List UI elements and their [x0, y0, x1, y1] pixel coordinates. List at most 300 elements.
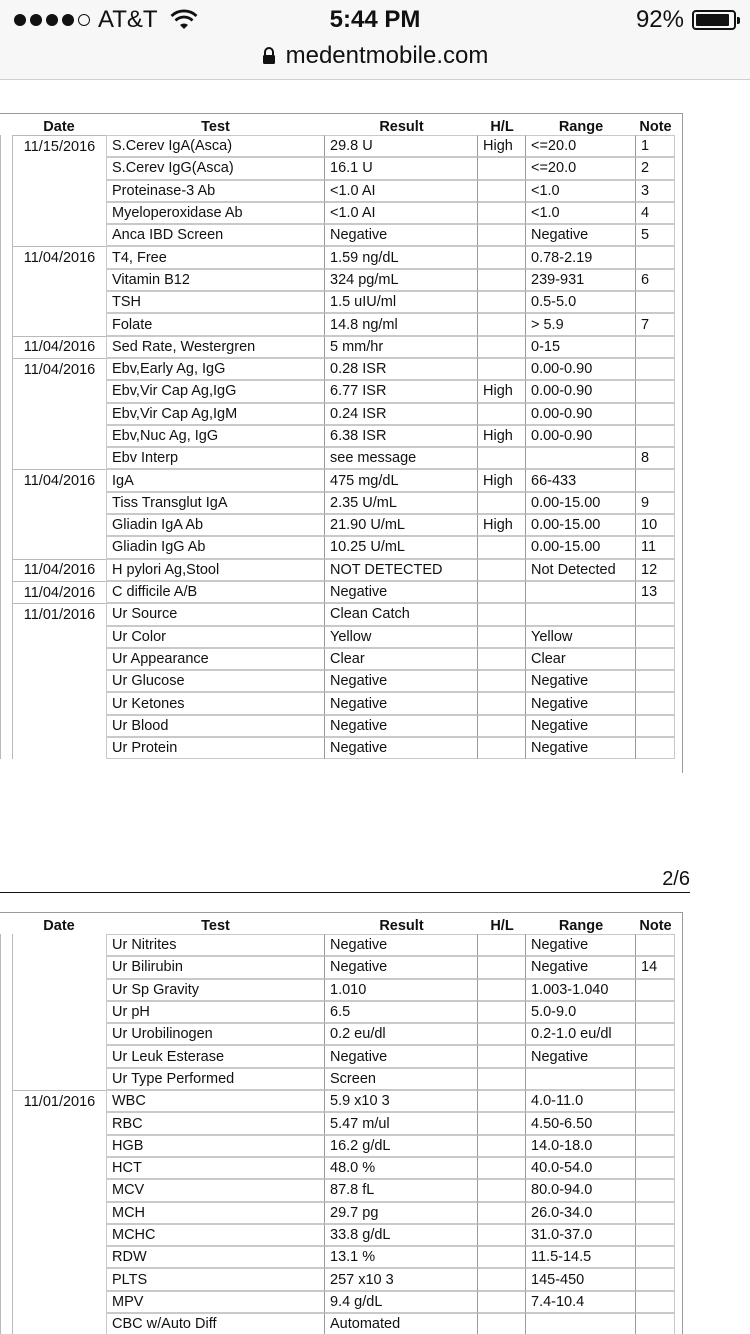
table-row: [0, 469, 675, 491]
row-date: [12, 648, 106, 670]
row-note: [636, 1202, 675, 1224]
row-note: [636, 737, 675, 759]
row-flag: High: [478, 514, 526, 536]
row-flag: [478, 1157, 526, 1179]
table-row: [0, 1224, 675, 1246]
row-result: Yellow: [325, 626, 478, 648]
row-flag: [478, 559, 526, 581]
row-range: <1.0: [526, 202, 636, 224]
row-flag: [478, 180, 526, 202]
table-row: [0, 1202, 675, 1224]
header-note: Note: [639, 119, 672, 135]
table-row: [0, 1068, 675, 1090]
row-range: 14.0-18.0: [526, 1135, 636, 1157]
row-result: see message: [325, 447, 478, 469]
row-flag: [478, 1202, 526, 1224]
row-result: 16.2 g/dL: [325, 1135, 478, 1157]
row-result: 33.8 g/dL: [325, 1224, 478, 1246]
row-note: [636, 648, 675, 670]
table-row: [0, 202, 675, 224]
row-flag: [478, 1090, 526, 1112]
table-row: [0, 1112, 675, 1134]
table-row: [0, 1045, 675, 1067]
table-row: [0, 514, 675, 536]
row-result: 10.25 U/mL: [325, 536, 478, 558]
row-test-name: RBC: [106, 1112, 325, 1134]
row-test-name: MCH: [106, 1202, 325, 1224]
row-date: [12, 447, 106, 469]
row-flag: [478, 157, 526, 179]
row-note: [636, 336, 675, 358]
row-note: [636, 403, 675, 425]
row-flag: [478, 715, 526, 737]
row-range: [526, 1313, 636, 1334]
header-range: Range: [558, 119, 604, 135]
row-range: 0.00-0.90: [526, 425, 636, 447]
row-result: 29.8 U: [325, 135, 478, 157]
row-range: 4.0-11.0: [526, 1090, 636, 1112]
row-note: 1: [636, 135, 675, 157]
row-result: Negative: [325, 581, 478, 603]
row-range: 0.00-15.00: [526, 536, 636, 558]
row-date: 11/15/2016: [12, 135, 106, 157]
row-range: 11.5-14.5: [526, 1246, 636, 1268]
row-flag: [478, 336, 526, 358]
row-range: 7.4-10.4: [526, 1291, 636, 1313]
table-row: [0, 1313, 675, 1334]
row-range: Negative: [526, 715, 636, 737]
row-result: Negative: [325, 934, 478, 956]
row-note: [636, 1135, 675, 1157]
row-flag: [478, 536, 526, 558]
header-date: Date: [43, 119, 75, 135]
row-date: 11/04/2016: [12, 581, 106, 603]
row-range: 0.00-15.00: [526, 514, 636, 536]
row-result: Screen: [325, 1068, 478, 1090]
table-header-row: [0, 918, 675, 934]
row-range: Clear: [526, 648, 636, 670]
row-test-name: Ebv,Early Ag, IgG: [106, 358, 325, 380]
carrier-name: AT&T: [98, 6, 158, 33]
row-test-name: Ur Sp Gravity: [106, 979, 325, 1001]
row-range: Yellow: [526, 626, 636, 648]
row-test-name: Ur Urobilinogen: [106, 1023, 325, 1045]
row-test-name: H pylori Ag,Stool: [106, 559, 325, 581]
row-result: 5.9 x10 3: [325, 1090, 478, 1112]
row-range: 0.2-1.0 eu/dl: [526, 1023, 636, 1045]
row-flag: [478, 1224, 526, 1246]
row-date: [12, 403, 106, 425]
row-date: [12, 1112, 106, 1134]
row-flag: [478, 1023, 526, 1045]
row-date: [12, 202, 106, 224]
row-result: 475 mg/dL: [325, 469, 478, 491]
table-row: [0, 979, 675, 1001]
lab-results-table-2: [0, 918, 675, 1334]
row-note: 14: [636, 956, 675, 978]
row-range: 5.0-9.0: [526, 1001, 636, 1023]
table-row: [0, 536, 675, 558]
row-date: [12, 979, 106, 1001]
table-row: [0, 934, 675, 956]
row-note: 12: [636, 559, 675, 581]
row-range: Negative: [526, 224, 636, 246]
table-row: [0, 291, 675, 313]
table-row: [0, 1001, 675, 1023]
row-result: 0.28 ISR: [325, 358, 478, 380]
row-result: Automated: [325, 1313, 478, 1334]
row-note: 9: [636, 492, 675, 514]
row-result: Clear: [325, 648, 478, 670]
row-range: 80.0-94.0: [526, 1179, 636, 1201]
row-date: 11/01/2016: [12, 1090, 106, 1112]
row-note: [636, 1045, 675, 1067]
row-test-name: IgA: [106, 469, 325, 491]
table-row: [0, 1179, 675, 1201]
row-note: [636, 1001, 675, 1023]
row-range: 26.0-34.0: [526, 1202, 636, 1224]
row-result: 9.4 g/dL: [325, 1291, 478, 1313]
table-row: [0, 447, 675, 469]
row-range: Negative: [526, 737, 636, 759]
row-flag: [478, 202, 526, 224]
row-test-name: C difficile A/B: [106, 581, 325, 603]
row-result: <1.0 AI: [325, 180, 478, 202]
table-row: [0, 737, 675, 759]
row-note: [636, 380, 675, 402]
table-row: [0, 1246, 675, 1268]
table-row: [0, 670, 675, 692]
row-result: 6.5: [325, 1001, 478, 1023]
row-result: Clean Catch: [325, 603, 478, 625]
document-page-2: [0, 912, 683, 1334]
row-note: 4: [636, 202, 675, 224]
row-test-name: MCHC: [106, 1224, 325, 1246]
row-test-name: Ebv,Vir Cap Ag,IgG: [106, 380, 325, 402]
row-flag: High: [478, 135, 526, 157]
row-result: 5.47 m/ul: [325, 1112, 478, 1134]
row-note: [636, 692, 675, 714]
row-note: [636, 1090, 675, 1112]
row-note: [636, 1313, 675, 1334]
table-row: [0, 380, 675, 402]
table-row: [0, 1157, 675, 1179]
row-flag: [478, 581, 526, 603]
row-date: [12, 626, 106, 648]
row-flag: [478, 603, 526, 625]
table-row: [0, 224, 675, 246]
row-flag: [478, 492, 526, 514]
table-row: [0, 358, 675, 380]
row-result: 6.38 ISR: [325, 425, 478, 447]
page-separator: [0, 892, 690, 893]
row-date: [12, 737, 106, 759]
row-note: [636, 358, 675, 380]
battery-icon: [692, 10, 736, 30]
row-date: [12, 1045, 106, 1067]
row-result: 14.8 ng/ml: [325, 313, 478, 335]
row-result: Negative: [325, 715, 478, 737]
row-flag: High: [478, 425, 526, 447]
table-row: [0, 1291, 675, 1313]
row-date: [12, 492, 106, 514]
address-bar[interactable]: [0, 40, 750, 72]
table-row: [0, 1135, 675, 1157]
row-range: 31.0-37.0: [526, 1224, 636, 1246]
row-range: Negative: [526, 934, 636, 956]
row-note: [636, 1157, 675, 1179]
row-flag: [478, 626, 526, 648]
row-note: 10: [636, 514, 675, 536]
row-flag: [478, 269, 526, 291]
table-row: [0, 425, 675, 447]
row-flag: High: [478, 380, 526, 402]
row-result: 21.90 U/mL: [325, 514, 478, 536]
row-range: 40.0-54.0: [526, 1157, 636, 1179]
row-result: 13.1 %: [325, 1246, 478, 1268]
table-row: [0, 1268, 675, 1290]
row-test-name: Folate: [106, 313, 325, 335]
row-note: 13: [636, 581, 675, 603]
row-result: Negative: [325, 1045, 478, 1067]
row-range: Not Detected: [526, 559, 636, 581]
status-bar: [0, 0, 750, 40]
row-test-name: Proteinase-3 Ab: [106, 180, 325, 202]
row-range: 239-931: [526, 269, 636, 291]
row-date: [12, 1179, 106, 1201]
header-date: Date: [43, 918, 75, 934]
table-row: [0, 269, 675, 291]
table-row: [0, 336, 675, 358]
row-test-name: Ur Bilirubin: [106, 956, 325, 978]
row-test-name: S.Cerev IgG(Asca): [106, 157, 325, 179]
row-note: [636, 1023, 675, 1045]
row-note: [636, 246, 675, 268]
table-row: [0, 403, 675, 425]
row-range: Negative: [526, 1045, 636, 1067]
row-result: 6.77 ISR: [325, 380, 478, 402]
row-date: [12, 1268, 106, 1290]
table-body-1: [0, 135, 675, 759]
row-result: 257 x10 3: [325, 1268, 478, 1290]
table-row: [0, 180, 675, 202]
row-date: 11/04/2016: [12, 336, 106, 358]
row-date: [12, 1313, 106, 1334]
table-row: [0, 1090, 675, 1112]
row-flag: High: [478, 469, 526, 491]
row-flag: [478, 648, 526, 670]
row-flag: [478, 934, 526, 956]
status-time: 5:44 PM: [329, 6, 421, 33]
row-date: 11/04/2016: [12, 358, 106, 380]
row-date: [12, 313, 106, 335]
table-row: [0, 956, 675, 978]
row-range: 1.003-1.040: [526, 979, 636, 1001]
row-test-name: HCT: [106, 1157, 325, 1179]
row-result: 2.35 U/mL: [325, 492, 478, 514]
row-flag: [478, 313, 526, 335]
row-range: 66-433: [526, 469, 636, 491]
row-range: Negative: [526, 956, 636, 978]
row-range: 0.00-15.00: [526, 492, 636, 514]
row-note: [636, 603, 675, 625]
table-row: [0, 313, 675, 335]
row-flag: [478, 246, 526, 268]
row-date: [12, 1246, 106, 1268]
table-row: [0, 626, 675, 648]
row-flag: [478, 291, 526, 313]
row-range: [526, 581, 636, 603]
row-flag: [478, 670, 526, 692]
row-note: [636, 291, 675, 313]
row-test-name: RDW: [106, 1246, 325, 1268]
row-date: [12, 1202, 106, 1224]
row-test-name: TSH: [106, 291, 325, 313]
row-date: [12, 934, 106, 956]
row-flag: [478, 1268, 526, 1290]
row-note: 3: [636, 180, 675, 202]
row-note: [636, 1224, 675, 1246]
row-test-name: Ur pH: [106, 1001, 325, 1023]
row-note: [636, 934, 675, 956]
table-row: [0, 1023, 675, 1045]
table-row: [0, 559, 675, 581]
row-note: 5: [636, 224, 675, 246]
row-test-name: HGB: [106, 1135, 325, 1157]
table-row: [0, 692, 675, 714]
row-flag: [478, 1179, 526, 1201]
row-test-name: Gliadin IgG Ab: [106, 536, 325, 558]
table-row: [0, 715, 675, 737]
row-test-name: Ur Color: [106, 626, 325, 648]
row-test-name: Ur Ketones: [106, 692, 325, 714]
header-test: Test: [201, 119, 230, 135]
row-flag: [478, 1045, 526, 1067]
battery-status: [636, 6, 736, 34]
row-result: Negative: [325, 692, 478, 714]
row-test-name: Tiss Transglut IgA: [106, 492, 325, 514]
row-range: 0.00-0.90: [526, 380, 636, 402]
row-date: [12, 514, 106, 536]
row-flag: [478, 1135, 526, 1157]
row-range: <=20.0: [526, 135, 636, 157]
row-date: [12, 269, 106, 291]
header-range: Range: [558, 918, 604, 934]
row-range: 145-450: [526, 1268, 636, 1290]
page-number: 2/6: [662, 868, 690, 890]
row-range: 0.78-2.19: [526, 246, 636, 268]
lab-results-table-1: [0, 119, 675, 759]
header-hl: H/L: [490, 918, 514, 934]
row-test-name: Ur Protein: [106, 737, 325, 759]
row-date: [12, 380, 106, 402]
row-test-name: Vitamin B12: [106, 269, 325, 291]
row-result: Negative: [325, 224, 478, 246]
row-note: 6: [636, 269, 675, 291]
row-date: [12, 291, 106, 313]
row-date: [12, 956, 106, 978]
row-flag: [478, 403, 526, 425]
header-result: Result: [379, 119, 424, 135]
row-date: [12, 715, 106, 737]
row-test-name: S.Cerev IgA(Asca): [106, 135, 325, 157]
row-note: 11: [636, 536, 675, 558]
table-row: [0, 135, 675, 157]
document-page-1: [0, 113, 683, 773]
row-range: 0.00-0.90: [526, 403, 636, 425]
row-note: [636, 626, 675, 648]
row-test-name: PLTS: [106, 1268, 325, 1290]
row-test-name: Ebv,Nuc Ag, IgG: [106, 425, 325, 447]
row-result: 29.7 pg: [325, 1202, 478, 1224]
row-flag: [478, 956, 526, 978]
row-result: 5 mm/hr: [325, 336, 478, 358]
row-note: [636, 1246, 675, 1268]
header-result: Result: [379, 918, 424, 934]
row-range: 4.50-6.50: [526, 1112, 636, 1134]
row-date: [12, 180, 106, 202]
row-test-name: Ur Source: [106, 603, 325, 625]
row-date: [12, 1157, 106, 1179]
row-flag: [478, 358, 526, 380]
row-test-name: Gliadin IgA Ab: [106, 514, 325, 536]
row-date: 11/04/2016: [12, 246, 106, 268]
row-test-name: CBC w/Auto Diff: [106, 1313, 325, 1334]
row-result: 87.8 fL: [325, 1179, 478, 1201]
row-result: 16.1 U: [325, 157, 478, 179]
row-test-name: Anca IBD Screen: [106, 224, 325, 246]
row-flag: [478, 979, 526, 1001]
row-result: Negative: [325, 956, 478, 978]
row-date: [12, 536, 106, 558]
row-note: [636, 715, 675, 737]
row-result: Negative: [325, 670, 478, 692]
row-note: [636, 1112, 675, 1134]
row-note: [636, 1068, 675, 1090]
row-date: [12, 1135, 106, 1157]
row-range: <1.0: [526, 180, 636, 202]
row-range: [526, 447, 636, 469]
row-range: [526, 603, 636, 625]
row-note: [636, 1179, 675, 1201]
row-test-name: Ur Type Performed: [106, 1068, 325, 1090]
row-result: 48.0 %: [325, 1157, 478, 1179]
row-date: [12, 692, 106, 714]
row-result: 1.59 ng/dL: [325, 246, 478, 268]
row-flag: [478, 1246, 526, 1268]
row-test-name: Ur Glucose: [106, 670, 325, 692]
row-note: [636, 670, 675, 692]
row-range: Negative: [526, 692, 636, 714]
row-flag: [478, 1313, 526, 1334]
header-hl: H/L: [490, 119, 514, 135]
row-range: 0-15: [526, 336, 636, 358]
row-note: [636, 979, 675, 1001]
row-range: Negative: [526, 670, 636, 692]
row-note: 2: [636, 157, 675, 179]
row-result: <1.0 AI: [325, 202, 478, 224]
table-row: [0, 246, 675, 268]
row-test-name: Ur Appearance: [106, 648, 325, 670]
header-test: Test: [201, 918, 230, 934]
row-date: 11/04/2016: [12, 469, 106, 491]
table-row: [0, 492, 675, 514]
row-note: 8: [636, 447, 675, 469]
battery-fill: [696, 14, 729, 26]
table-header-row: [0, 119, 675, 135]
row-test-name: MPV: [106, 1291, 325, 1313]
row-test-name: Sed Rate, Westergren: [106, 336, 325, 358]
